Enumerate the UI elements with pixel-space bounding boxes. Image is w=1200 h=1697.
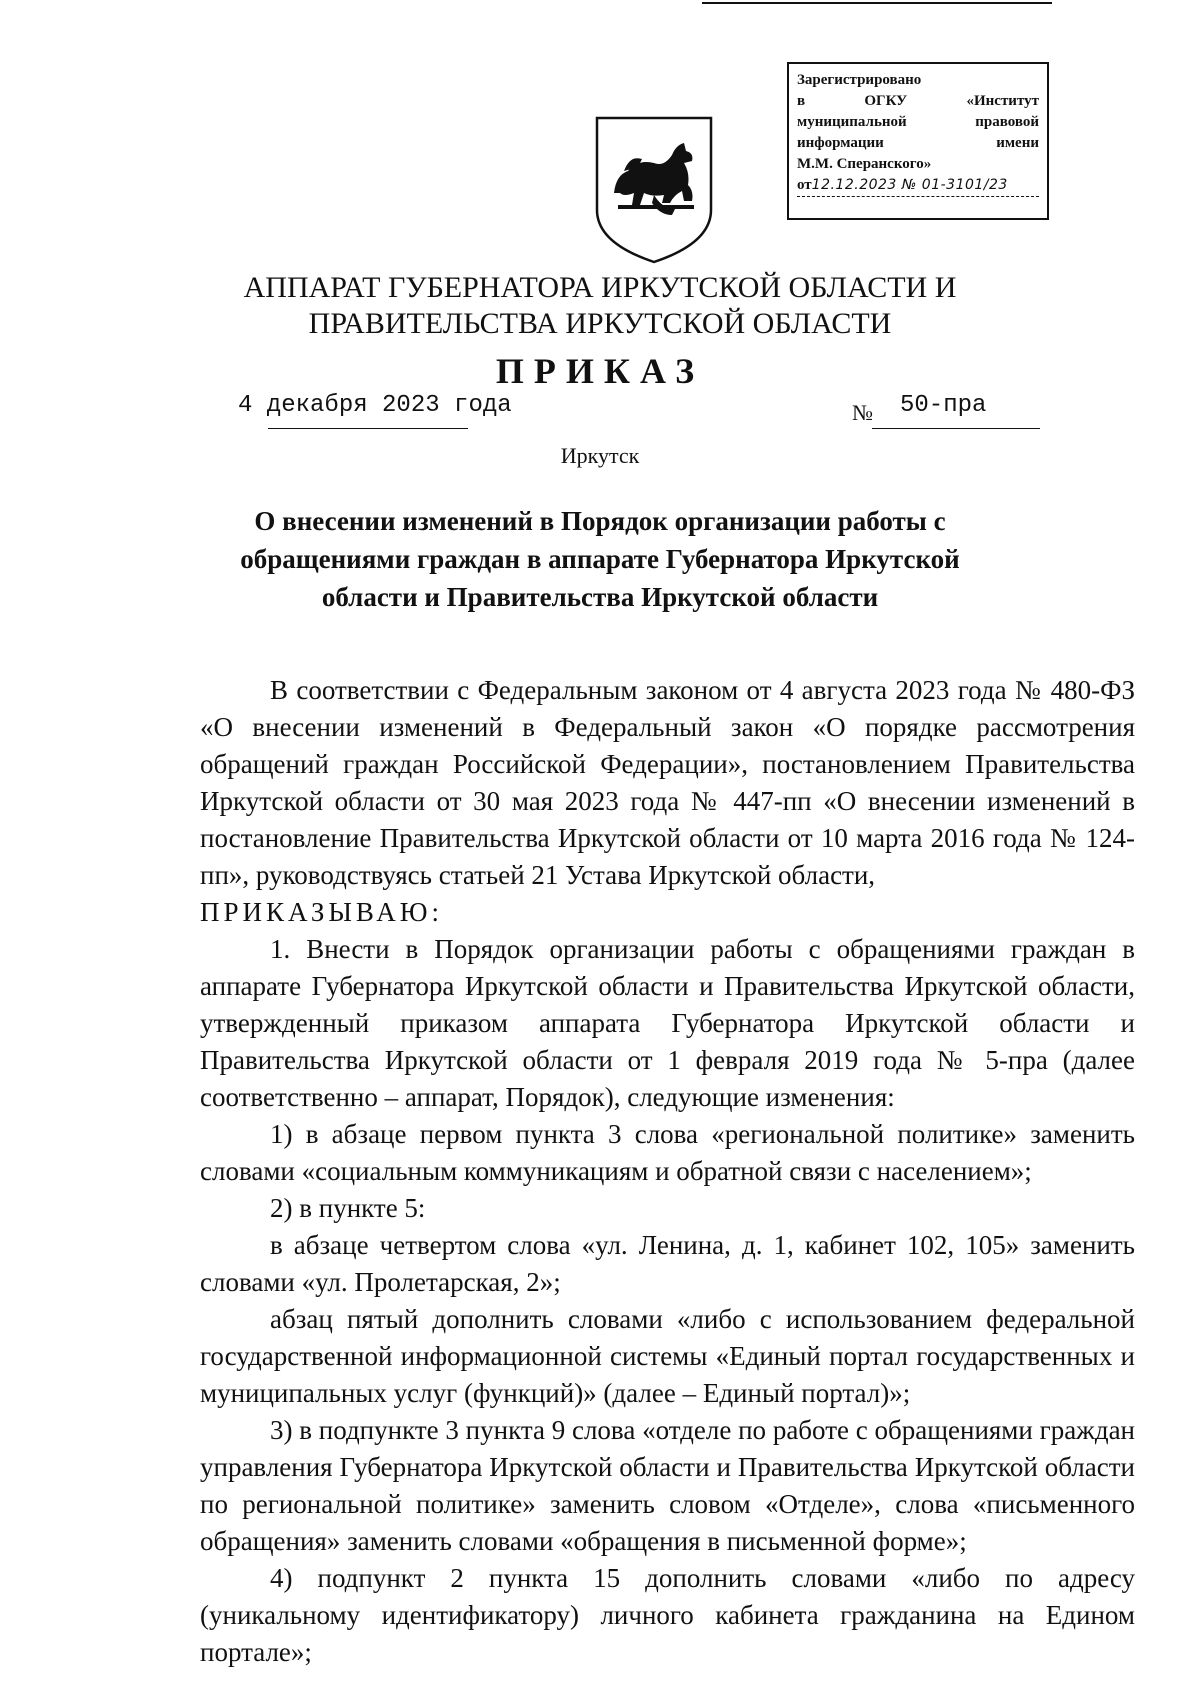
organization-line-2: ПРАВИТЕЛЬСТВА ИРКУТСКОЙ ОБЛАСТИ	[308, 307, 892, 340]
document-number: 50-пра	[900, 392, 987, 419]
body-paragraph: 3) в подпункте 3 пункта 9 слова «отделе по работе с обращениями граждан управления Губернатора Иркутской области и Правительства Иркутской области по региональной политике» заменить словом «Отделе», слова «письменного обращения» заменить словами «обращения в письменной форме»;	[200, 1415, 1135, 1556]
body-paragraph: В соответствии с Федеральным законом от 4 августа 2023 года № 480-ФЗ «О внесении изменений в Федеральный закон «О порядке рассмотрения обращений граждан Российской Федерации», постановлением Правительства Иркутской области от 30 мая 2023 года № 447-пп «О внесении изменений в постановление Правительства Иркутской области от 10 марта 2016 года № 124-пп», руководствуясь статьей 21 Устава Иркутской области,	[200, 675, 1135, 890]
body-paragraph: абзац пятый дополнить словами «либо с использованием федеральной государственной информационной системы «Единый портал государственных и муниципальных услуг (функций)» (далее – Единый портал)»;	[200, 1304, 1135, 1408]
body-paragraph: 1. Внести в Порядок организации работы с обращениями граждан в аппарате Губернатора Иркутской области и Правительства Иркутской области, утвержденный приказом аппарата Губернатора Иркутской области и Правительства Иркутской области от 1 февраля 2019 года № 5-пра (далее соответственно – аппарат, Порядок), следующие изменения:	[200, 934, 1135, 1112]
stamp-date-line	[797, 175, 1039, 197]
stamp-line: Зарегистрировано	[797, 72, 922, 88]
body-paragraph: 4) подпункт 2 пункта 15 дополнить словами «либо по адресу (уникальному идентификатору) личного кабинета гражданина на Едином портале»;	[200, 1563, 1135, 1667]
number-label: №	[852, 400, 873, 425]
body-paragraph: 1) в абзаце первом пункта 3 слова «региональной политике» заменить словами «социальным коммуникациям и обратной связи с населением»;	[200, 1119, 1135, 1186]
coat-of-arms-icon	[594, 115, 714, 265]
stamp-line: в ОГКУ «Институт	[797, 93, 1039, 109]
document-body	[200, 672, 1135, 1671]
stamp-handwritten-date: 12.12.2023 № 01-3101/23	[811, 177, 1008, 193]
registration-stamp	[787, 62, 1049, 220]
stamp-line: информации имени	[797, 135, 1039, 151]
city-name: Иркутск	[560, 443, 640, 468]
body-paragraph: 2) в пункте 5:	[270, 1193, 426, 1223]
stamp-date-prefix: от	[797, 177, 812, 193]
document-type: ПРИКАЗ	[495, 351, 705, 391]
date-underline	[268, 428, 468, 429]
body-paragraph: в абзаце четвертом слова «ул. Ленина, д. 1, кабинет 102, 105» заменить словами «ул. Пролетарская, 2»;	[200, 1230, 1135, 1297]
stamp-line: муниципальной правовой	[797, 114, 1039, 130]
top-border-line	[702, 2, 1052, 4]
stamp-line: М.М. Сперанского»	[797, 156, 932, 172]
order-word: ПРИКАЗЫВАЮ:	[200, 897, 443, 927]
organization-line-1: АППАРАТ ГУБЕРНАТОРА ИРКУТСКОЙ ОБЛАСТИ И	[243, 271, 957, 304]
number-underline	[872, 428, 1040, 429]
document-title: О внесении изменений в Порядок организации работы с обращениями граждан в аппарате Губернатора Иркутской области и Правительства Иркутской области	[240, 506, 960, 612]
document-date: 4 декабря 2023 года	[238, 392, 512, 419]
organization-name	[200, 270, 1000, 342]
